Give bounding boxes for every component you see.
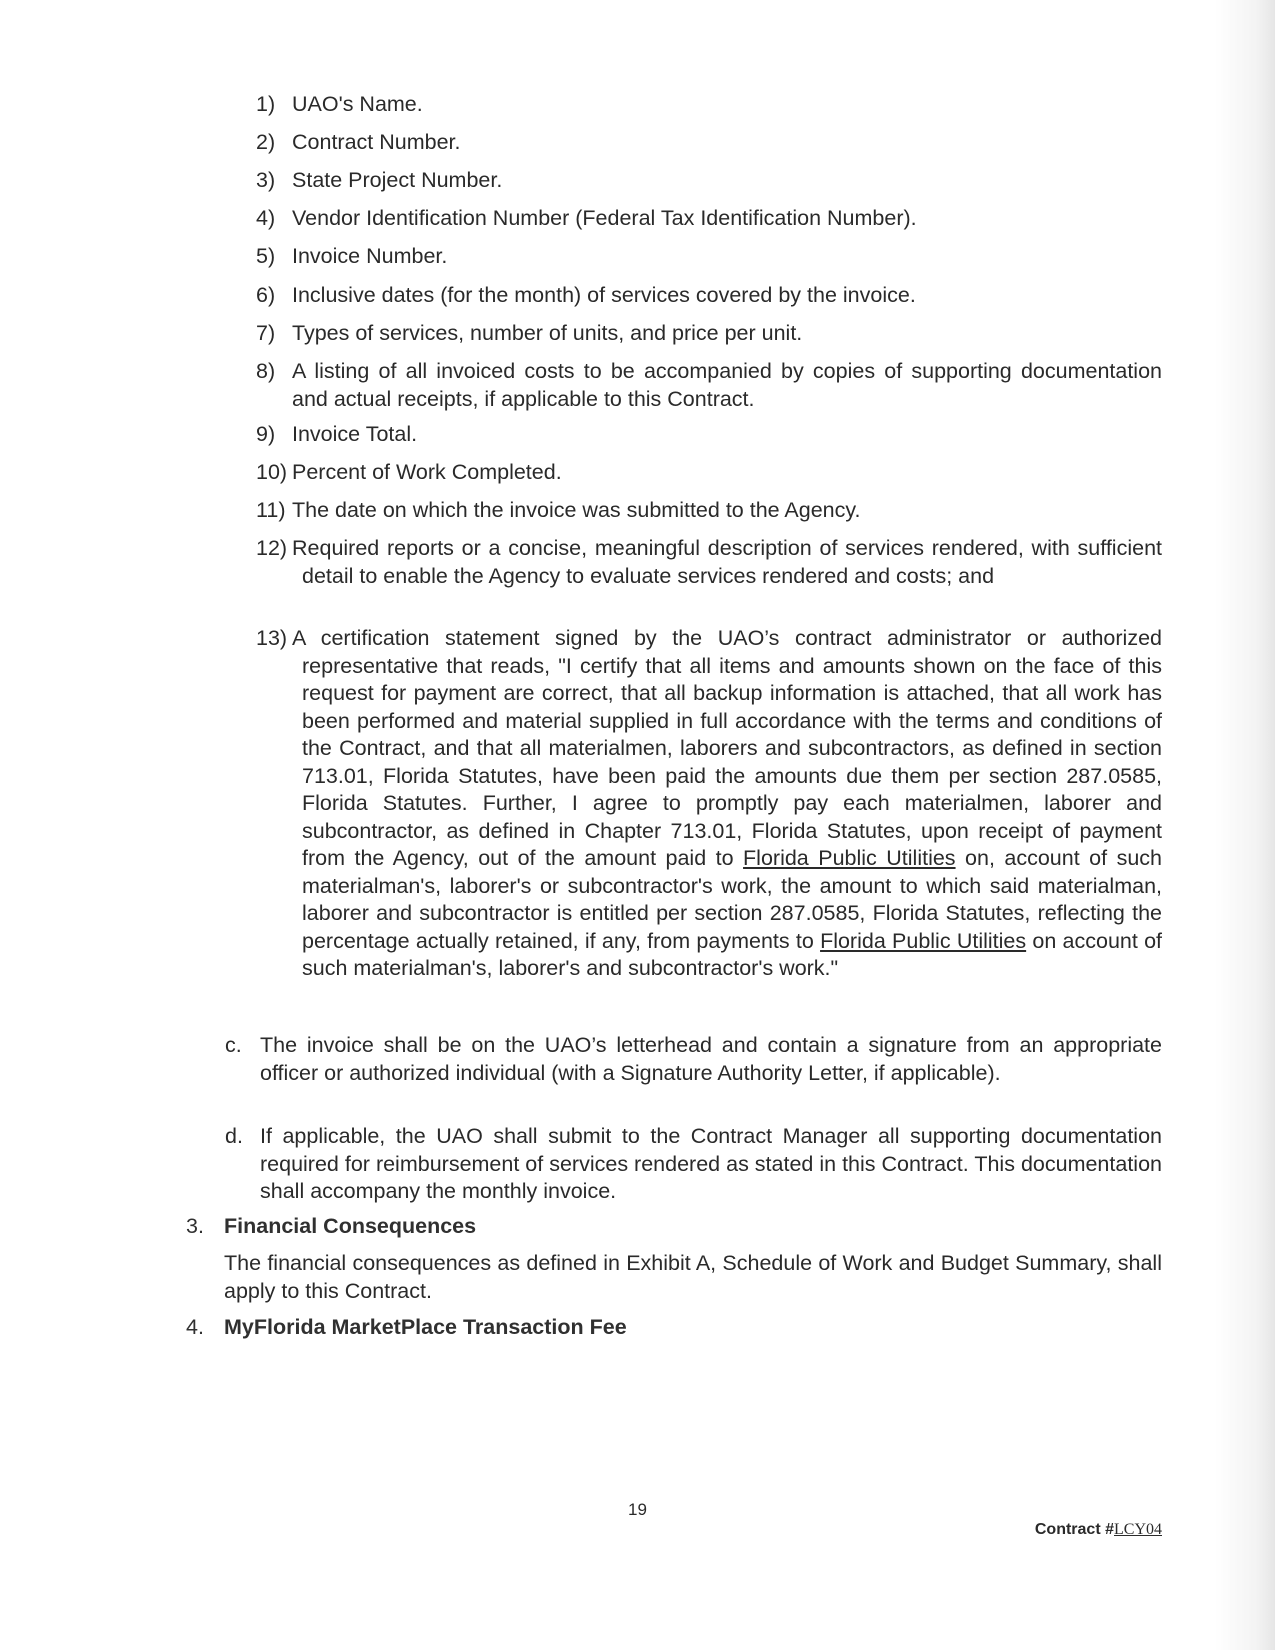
section-paragraph: The financial consequences as defined in Exhibit A, Schedule of Work and Budget Summary, shall apply to this Contract.	[224, 1251, 1162, 1303]
list-item-text: Percent of Work Completed.	[292, 460, 562, 484]
florida-public-utilities-underlined: Florida Public Utilities	[743, 846, 956, 870]
list-item	[256, 421, 1162, 449]
list-item-number: 2)	[256, 130, 276, 154]
contract-label: Contract #	[1034, 1521, 1114, 1538]
list-item	[256, 282, 1162, 310]
list-item	[256, 358, 1162, 413]
list-item	[256, 91, 1162, 119]
list-item-text: Inclusive dates (for the month) of services covered by the invoice.	[292, 283, 916, 307]
list-item-text: Invoice Number.	[292, 244, 448, 268]
list-item-number: 10)	[256, 460, 288, 484]
list-item-text: Vendor Identification Number (Federal Tax Identification Number).	[292, 206, 917, 230]
contract-number-footer	[1035, 1521, 1162, 1539]
certification-text: A certification statement signed by the UAO’s contract administrator or authorized representative that reads, "I certify that all items and amounts shown on the face of this request for payment are correct, that all backup information is attached, that all work has been performed and material supplied in full accordance with the terms and conditions of the Contract, and that all materialmen, laborers and subcontractors, as defined in section 713.01, Florida Statutes, have been paid the amounts due them per section 287.0585, Florida Statutes. Further, I agree to promptly pay each materialmen, laborer and subcontractor, as defined in Chapter 713.01, Florida Statutes, upon receipt of payment from the Agency, out of the amount paid to	[292, 626, 1162, 870]
list-item	[256, 625, 1162, 983]
list-item	[256, 129, 1162, 157]
lettered-item-text: If applicable, the UAO shall submit to the Contract Manager all supporting documentation required for reimbursement of services rendered as stated in this Contract. This documentation shall accompany the monthly invoice.	[260, 1124, 1162, 1203]
list-item	[256, 167, 1162, 195]
certification-text: on account of such materialman's, laborer's and subcontractor's work."	[302, 928, 1163, 980]
list-item	[256, 497, 1162, 525]
list-item-text: Types of services, number of units, and price per unit.	[292, 321, 803, 345]
contract-code: LCY04	[1114, 1521, 1162, 1538]
list-item-number: 4)	[256, 206, 276, 230]
list-item-number: 8)	[256, 359, 276, 383]
list-item-text: State Project Number.	[292, 168, 503, 192]
list-item	[256, 243, 1162, 271]
list-item-number: 13)	[256, 626, 288, 650]
list-item	[256, 535, 1162, 590]
list-item-text	[256, 625, 1162, 983]
list-item-text: Invoice Total.	[292, 422, 418, 446]
lettered-item	[225, 1123, 1162, 1206]
lettered-item-letter: c.	[225, 1033, 242, 1057]
section-title: MyFlorida MarketPlace Transaction Fee	[224, 1315, 627, 1339]
list-item-number: 5)	[256, 244, 276, 268]
list-item-number: 3)	[256, 168, 276, 192]
section-heading	[186, 1213, 476, 1241]
lettered-item	[225, 1032, 1162, 1087]
list-item-number: 12)	[256, 536, 288, 560]
section-heading	[186, 1314, 627, 1342]
list-item-number: 1)	[256, 92, 276, 116]
section-title: Financial Consequences	[224, 1214, 477, 1238]
page-number: 19	[628, 1500, 647, 1519]
list-item-text: A listing of all invoiced costs to be accompanied by copies of supporting documentation and actual receipts, if applicable to this Contract.	[292, 359, 1162, 411]
section-number: 3.	[186, 1214, 204, 1238]
list-item-number: 7)	[256, 321, 276, 345]
lettered-item-letter: d.	[225, 1124, 243, 1148]
list-item-text: Required reports or a concise, meaningful description of services rendered, with sufficient detail to enable the Agency to evaluate services rendered and costs; and	[292, 536, 1162, 588]
florida-public-utilities-underlined: Florida Public Utilities	[820, 928, 1027, 953]
list-item-text: Contract Number.	[292, 130, 461, 154]
section-number: 4.	[186, 1315, 204, 1339]
list-item-text: The date on which the invoice was submitted to the Agency.	[292, 498, 861, 522]
list-item-number: 11)	[256, 498, 286, 522]
lettered-item-text: The invoice shall be on the UAO’s letterhead and contain a signature from an appropriate officer or authorized individual (with a Signature Authority Letter, if applicable).	[260, 1033, 1162, 1085]
list-item-text: UAO's Name.	[292, 92, 423, 116]
list-item-number: 9)	[256, 422, 276, 446]
list-item	[256, 205, 1162, 233]
list-item	[256, 320, 1162, 348]
list-item-number: 6)	[256, 283, 276, 307]
certification-text: on, account of such materialman's, laborer's or subcontractor's work, the amount to which said materialman, laborer and subcontractor is entitled per section 287.0585, Florida Statutes, reflecting the percentage actually retained, if any, from payments to	[302, 846, 1162, 953]
list-item	[256, 459, 1162, 487]
